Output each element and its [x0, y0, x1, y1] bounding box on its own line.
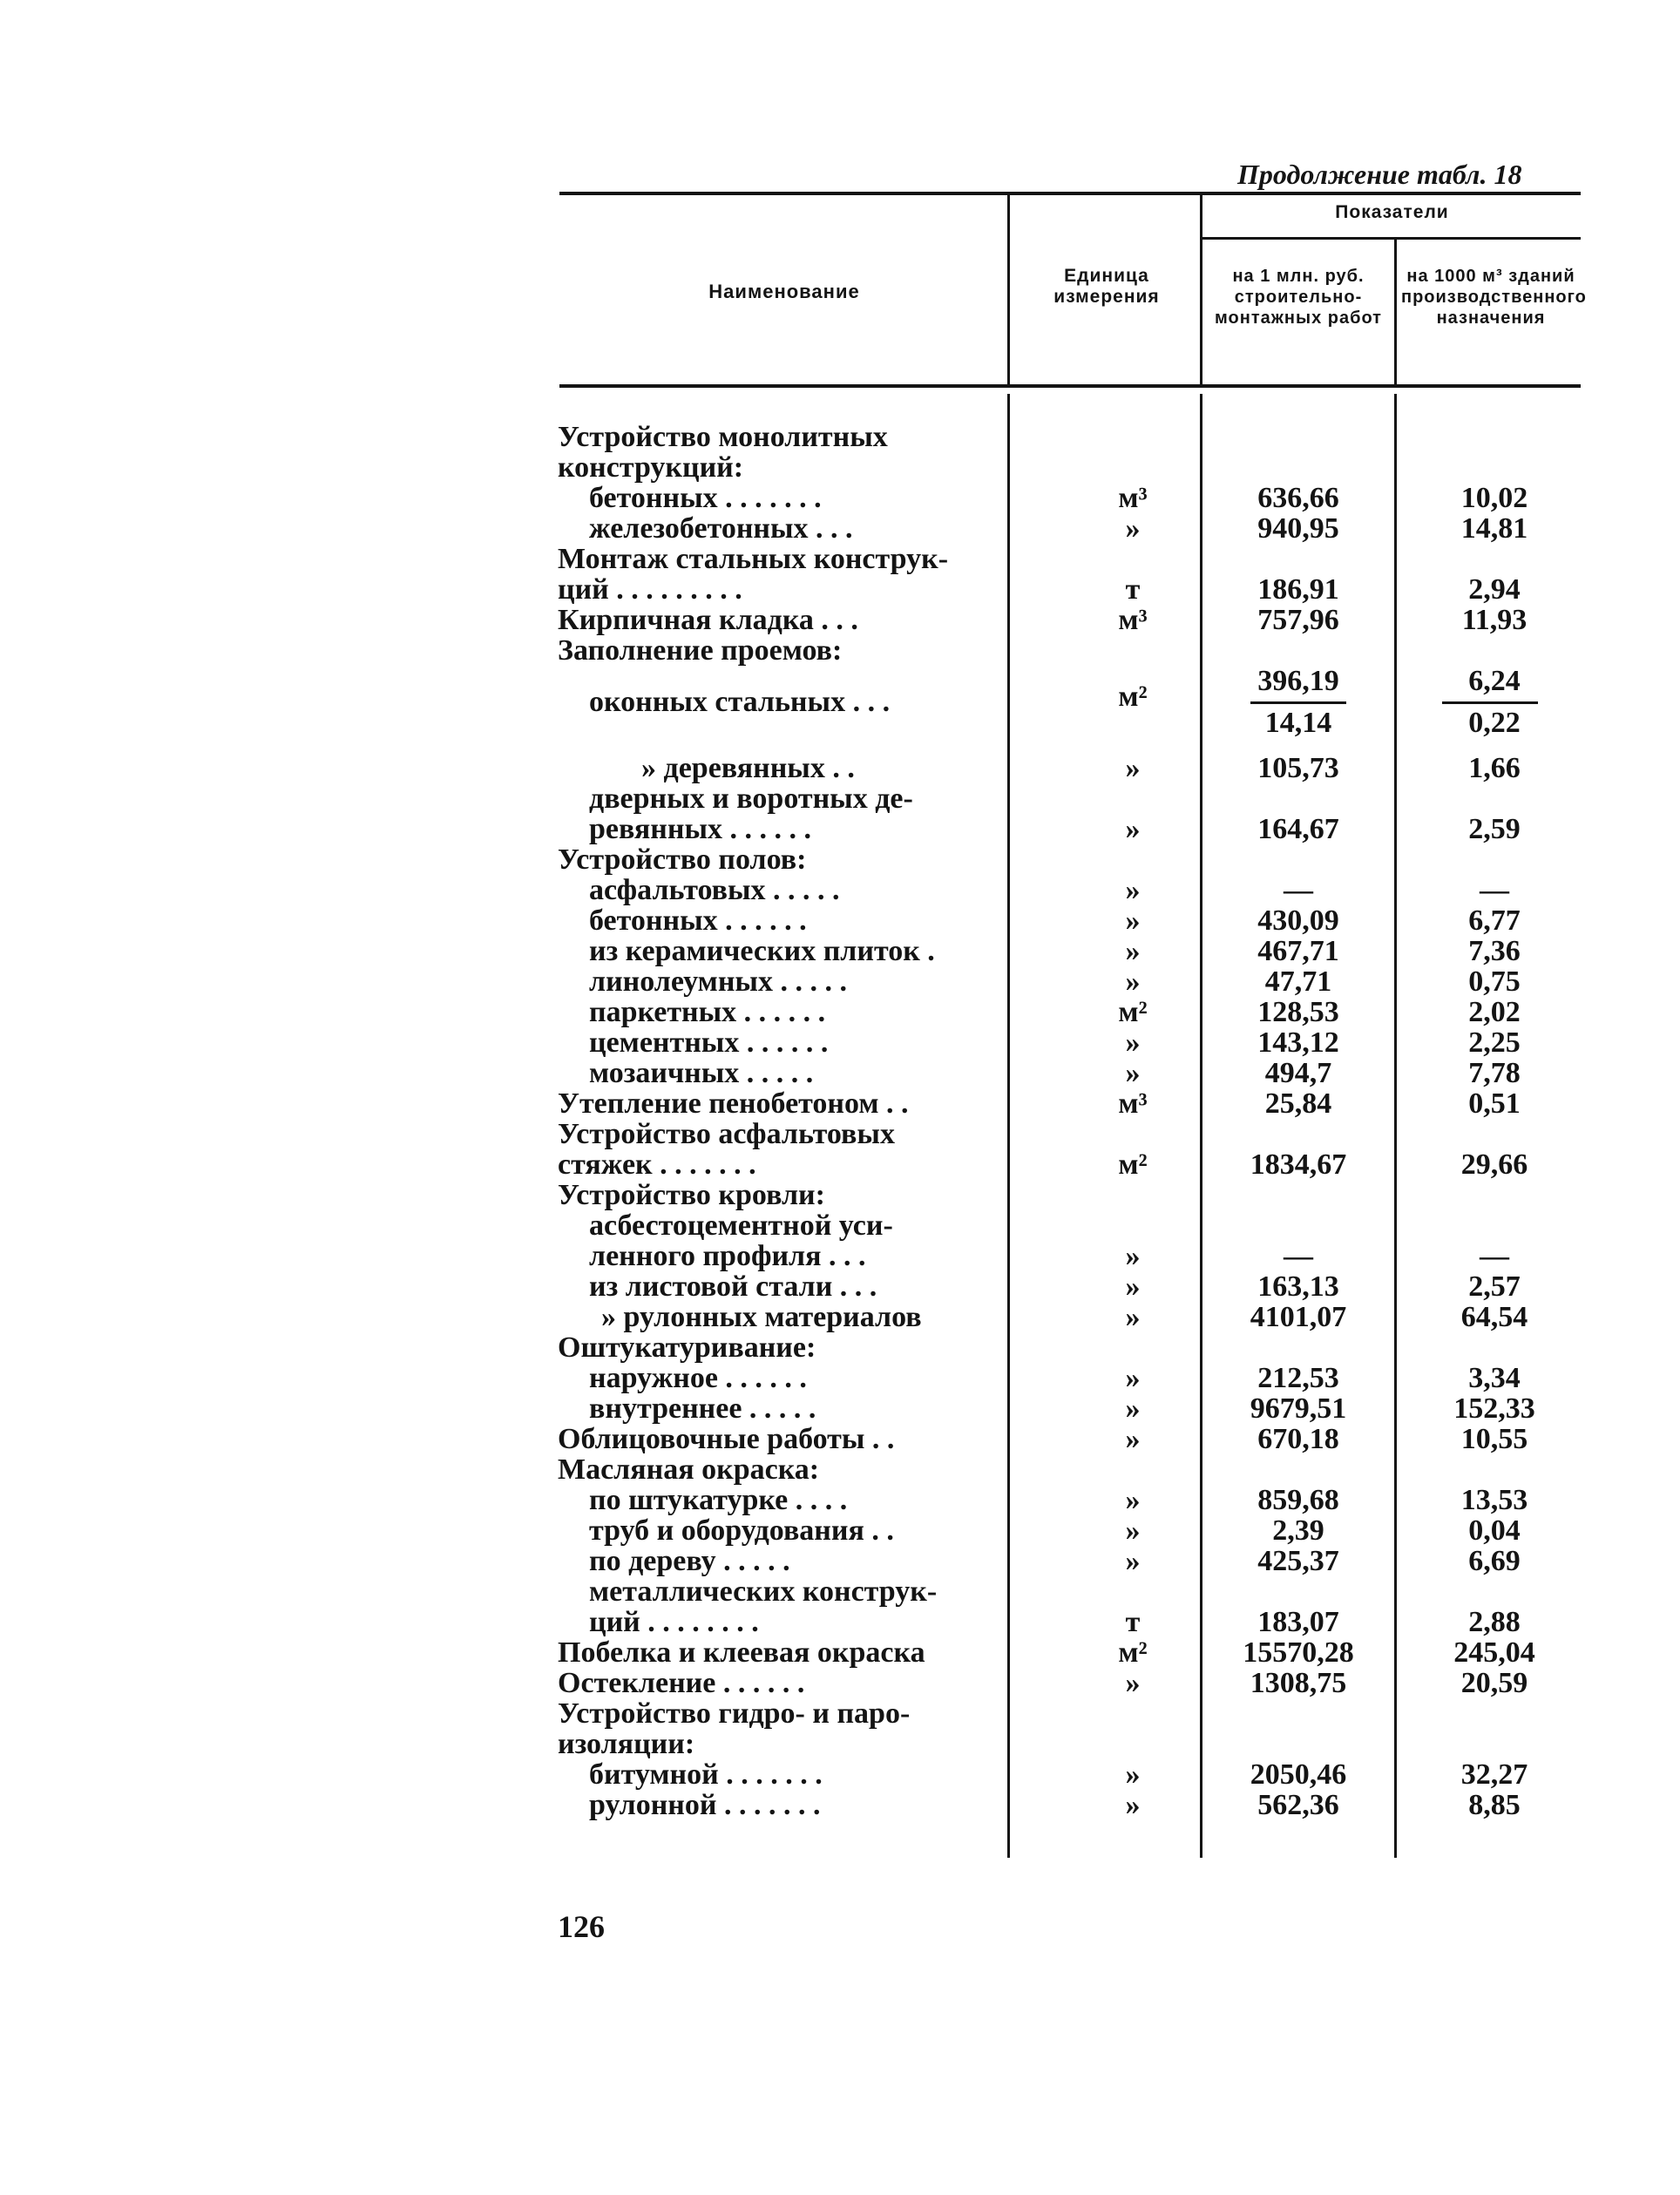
row-unit: »: [1125, 1026, 1141, 1059]
row-name: » деревянных . .: [641, 752, 855, 784]
header-unit: Единица измерения: [1053, 266, 1160, 307]
row-name: Облицовочные работы . .: [558, 1423, 895, 1455]
row-value-per-1000m3: 11,93: [1461, 604, 1528, 636]
row-value-per-1000m3: 3,34: [1468, 1362, 1521, 1394]
table-row: [558, 1485, 1586, 1516]
row-value-per-1000m3: 6,24: [1468, 665, 1521, 697]
row-value-per-1000m3: 2,57: [1468, 1270, 1521, 1303]
row-value-per-1000m3: 29,66: [1460, 1148, 1528, 1181]
table-row: [558, 1790, 1586, 1821]
row-name: по штукатурке . . . .: [589, 1484, 848, 1516]
table-row: [558, 1149, 1586, 1181]
row-name: Устройство асфальтовых: [558, 1118, 895, 1150]
table-row: [558, 1393, 1586, 1425]
row-unit: »: [1125, 1392, 1141, 1425]
header-group-rule: [1200, 237, 1581, 240]
table-row: [558, 1271, 1586, 1303]
table-row: [558, 905, 1586, 937]
row-value-per-1000m3: 2,02: [1468, 996, 1521, 1028]
row-name: металлических конструк-: [589, 1575, 938, 1608]
fraction-line: [1250, 701, 1346, 704]
table-row: [558, 1332, 1586, 1364]
row-value-per-million: 186,91: [1257, 573, 1339, 606]
row-unit: »: [1125, 935, 1141, 967]
row-unit: »: [1125, 874, 1141, 906]
row-value-per-1000m3: 14,81: [1460, 512, 1528, 545]
table-row: [558, 1668, 1586, 1699]
row-value-per-million: 212,53: [1257, 1362, 1339, 1394]
row-name: бетонных . . . . . . .: [589, 482, 822, 514]
row-name: Масляная окраска:: [558, 1453, 820, 1486]
row-value-per-million: —: [1284, 874, 1313, 906]
row-value-per-1000m3: 7,78: [1468, 1057, 1521, 1089]
row-unit: »: [1125, 1423, 1141, 1455]
row-name: Побелка и клеевая окраска: [558, 1636, 925, 1669]
header-col1: на 1 млн. руб. строительно-монтажных работ: [1215, 267, 1382, 328]
row-unit: м²: [1118, 1148, 1148, 1181]
row-value-per-million: 1834,67: [1250, 1148, 1347, 1181]
row-value-per-million: 164,67: [1257, 813, 1339, 845]
row-name: битумной . . . . . . .: [589, 1758, 823, 1791]
row-name: Устройство полов:: [558, 843, 807, 876]
table-row: [558, 1241, 1586, 1272]
row-value-per-million: 183,07: [1257, 1606, 1339, 1638]
table-row: [558, 1759, 1586, 1791]
row-value-per-million: 143,12: [1257, 1026, 1339, 1059]
row-value-per-1000m3: 7,36: [1468, 935, 1521, 967]
row-unit: »: [1125, 1270, 1141, 1303]
row-name: рулонной . . . . . . .: [589, 1789, 821, 1821]
row-value-per-million: 757,96: [1257, 604, 1339, 636]
row-name: цементных . . . . . .: [589, 1026, 829, 1059]
row-value-per-million-denominator: 14,14: [1264, 707, 1332, 739]
row-value-per-million: 25,84: [1264, 1087, 1332, 1120]
row-unit: м³: [1118, 604, 1148, 636]
table-row: [558, 422, 1586, 453]
table-row: [558, 1424, 1586, 1455]
table-row: [558, 544, 1586, 575]
row-value-per-million: 494,7: [1264, 1057, 1332, 1089]
row-name: Утепление пенобетоном . .: [558, 1087, 909, 1120]
row-unit: »: [1125, 1484, 1141, 1516]
table-row: [558, 483, 1586, 514]
row-unit: т: [1125, 1606, 1141, 1638]
row-value-per-1000m3: 10,02: [1460, 482, 1528, 514]
row-value-per-million: 562,36: [1257, 1789, 1339, 1821]
table-row: [558, 1302, 1586, 1333]
row-name: конструкций:: [558, 451, 744, 484]
row-value-per-million: 430,09: [1257, 904, 1339, 937]
fraction-line: [1442, 701, 1538, 704]
table-row: [558, 936, 1586, 967]
table-row: [558, 814, 1586, 845]
row-value-per-1000m3: 13,53: [1460, 1484, 1528, 1516]
row-unit: »: [1125, 904, 1141, 937]
header-bottom-rule: [559, 384, 1581, 388]
row-name: труб и оборудования . .: [589, 1514, 894, 1547]
row-value-per-1000m3: 1,66: [1468, 752, 1521, 784]
row-name: линолеумных . . . . .: [589, 965, 847, 998]
table-row: [558, 1088, 1586, 1120]
row-name: ций . . . . . . . . .: [558, 573, 742, 606]
row-name: Устройство кровли:: [558, 1179, 825, 1211]
row-name: асбестоцементной уси-: [589, 1209, 893, 1242]
row-name: » рулонных материалов: [601, 1301, 922, 1333]
table-row: [558, 1729, 1586, 1760]
header-name: Наименование: [708, 281, 860, 302]
table-row: [558, 1180, 1586, 1211]
row-value-per-1000m3: 0,75: [1468, 965, 1521, 998]
row-value-per-1000m3: 8,85: [1468, 1789, 1521, 1821]
table-row: [558, 997, 1586, 1028]
row-name: дверных и воротных де-: [589, 782, 913, 815]
row-value-per-1000m3: 20,59: [1460, 1667, 1528, 1699]
row-value-per-1000m3: 152,33: [1453, 1392, 1535, 1425]
row-name: железобетонных . . .: [589, 512, 853, 545]
table-row: [558, 605, 1586, 636]
table-row: [558, 1576, 1586, 1608]
row-value-per-million: 2050,46: [1250, 1758, 1347, 1791]
row-value-per-million: 47,71: [1264, 965, 1332, 998]
row-value-per-1000m3: 245,04: [1453, 1636, 1535, 1669]
row-value-per-million: 9679,51: [1250, 1392, 1347, 1425]
row-value-per-million: 105,73: [1257, 752, 1339, 784]
table-row: [558, 635, 1586, 667]
table-row: [558, 1454, 1586, 1486]
row-unit: »: [1125, 1362, 1141, 1394]
row-value-per-1000m3: 6,69: [1468, 1545, 1521, 1577]
row-name: изоляции:: [558, 1728, 695, 1760]
row-unit: »: [1125, 1301, 1141, 1333]
row-value-per-1000m3: 32,27: [1460, 1758, 1528, 1791]
table-row: [558, 1058, 1586, 1089]
row-value-per-million: 396,19: [1257, 665, 1339, 697]
row-value-per-million: 1308,75: [1250, 1667, 1347, 1699]
row-unit: м³: [1118, 482, 1148, 514]
row-name: Устройство гидро- и паро-: [558, 1697, 911, 1730]
row-value-per-1000m3-denominator: 0,22: [1468, 707, 1521, 739]
row-unit: »: [1125, 1545, 1141, 1577]
row-unit: т: [1125, 573, 1141, 606]
page-number: 126: [558, 1909, 605, 1944]
row-name: наружное . . . . . .: [589, 1362, 807, 1394]
header-col2: на 1000 м³ зданий производственного назначения: [1401, 267, 1587, 328]
row-name: Монтаж стальных конструк-: [558, 543, 949, 575]
row-name: мозаичных . . . . .: [589, 1057, 814, 1089]
row-value-per-million: 636,66: [1257, 482, 1339, 514]
row-name: паркетных . . . . . .: [589, 996, 826, 1028]
table-row: [558, 966, 1586, 998]
row-unit: м³: [1118, 1087, 1148, 1120]
row-unit: м²: [1118, 1636, 1148, 1669]
row-unit: »: [1125, 1240, 1141, 1272]
row-unit: »: [1125, 512, 1141, 545]
row-name: ревянных . . . . . .: [589, 813, 812, 845]
row-value-per-million: 15570,28: [1243, 1636, 1354, 1669]
row-value-per-1000m3: —: [1480, 1240, 1509, 1272]
row-value-per-1000m3: 64,54: [1460, 1301, 1528, 1333]
table-row: [558, 666, 1586, 741]
table-row: [558, 844, 1586, 876]
row-value-per-1000m3: 2,59: [1468, 813, 1521, 845]
row-unit: »: [1125, 813, 1141, 845]
column-divider-unit: [1200, 195, 1202, 384]
row-unit: »: [1125, 1667, 1141, 1699]
row-unit: »: [1125, 1789, 1141, 1821]
row-name: по дереву . . . . .: [589, 1545, 790, 1577]
table-row: [558, 875, 1586, 906]
row-name: ленного профиля . . .: [589, 1240, 866, 1272]
row-name: стяжек . . . . . . .: [558, 1148, 756, 1181]
row-name: ций . . . . . . . .: [589, 1606, 759, 1638]
row-unit: »: [1125, 1514, 1141, 1547]
header-group: Показатели: [1335, 202, 1449, 222]
table-top-rule: [559, 192, 1581, 195]
table-row: [558, 1607, 1586, 1638]
table-row: [558, 574, 1586, 606]
row-value-per-million: 163,13: [1257, 1270, 1339, 1303]
table-row: [558, 1698, 1586, 1730]
table-row: [558, 1546, 1586, 1577]
row-unit: »: [1125, 752, 1141, 784]
row-value-per-1000m3: 10,55: [1460, 1423, 1528, 1455]
row-name: внутреннее . . . . .: [589, 1392, 816, 1425]
row-unit: »: [1125, 965, 1141, 998]
row-value-per-million: 670,18: [1257, 1423, 1339, 1455]
row-value-per-million: —: [1284, 1240, 1313, 1272]
row-value-per-million: 2,39: [1272, 1514, 1324, 1547]
table-row: [558, 783, 1586, 815]
table-row: [558, 1119, 1586, 1150]
row-value-per-million: 4101,07: [1250, 1301, 1347, 1333]
table-row: [558, 1210, 1586, 1242]
row-name: Кирпичная кладка . . .: [558, 604, 858, 636]
row-value-per-1000m3: 2,88: [1468, 1606, 1521, 1638]
row-value-per-million: 467,71: [1257, 935, 1339, 967]
row-name: Устройство монолитных: [558, 421, 888, 453]
row-unit: м²: [1118, 681, 1148, 713]
row-unit: »: [1125, 1758, 1141, 1791]
row-name: асфальтовых . . . . .: [589, 874, 840, 906]
table-row: [558, 753, 1586, 784]
row-value-per-1000m3: —: [1480, 874, 1509, 906]
table-row: [558, 513, 1586, 545]
column-divider-name: [1007, 195, 1010, 384]
row-name: Оштукатуривание:: [558, 1331, 816, 1364]
column-divider-values: [1394, 240, 1397, 384]
row-value-per-1000m3: 2,25: [1468, 1026, 1521, 1059]
row-name: Заполнение проемов:: [558, 634, 843, 667]
row-value-per-million: 425,37: [1257, 1545, 1339, 1577]
row-unit: м²: [1118, 996, 1148, 1028]
row-unit: »: [1125, 1057, 1141, 1089]
row-name: оконных стальных . . .: [589, 686, 891, 718]
row-value-per-million: 940,95: [1257, 512, 1339, 545]
table-row: [558, 1515, 1586, 1547]
row-name: из листовой стали . . .: [589, 1270, 877, 1303]
row-value-per-million: 128,53: [1257, 996, 1339, 1028]
row-value-per-million: 859,68: [1257, 1484, 1339, 1516]
row-name: из керамических плиток .: [589, 935, 935, 967]
table-caption: Продолжение табл. 18: [1237, 159, 1522, 190]
table-row: [558, 1363, 1586, 1394]
table-row: [558, 452, 1586, 484]
row-value-per-1000m3: 0,04: [1468, 1514, 1521, 1547]
row-name: бетонных . . . . . .: [589, 904, 807, 937]
row-value-per-1000m3: 2,94: [1468, 573, 1521, 606]
table-row: [558, 1637, 1586, 1669]
table-row: [558, 1027, 1586, 1059]
row-value-per-1000m3: 0,51: [1468, 1087, 1521, 1120]
row-name: Остекление . . . . . .: [558, 1667, 805, 1699]
row-value-per-1000m3: 6,77: [1468, 904, 1521, 937]
